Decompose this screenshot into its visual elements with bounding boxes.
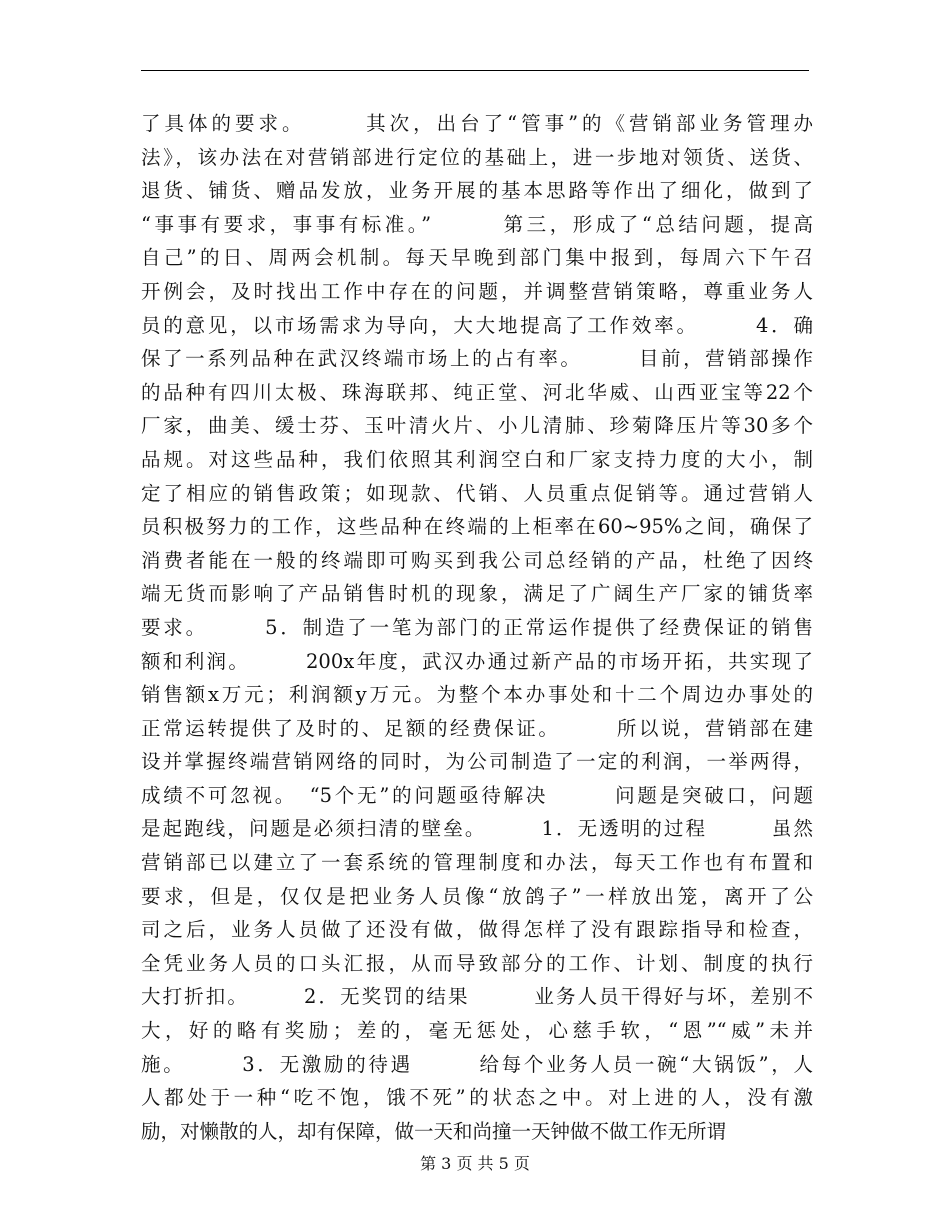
text-line: 励，对懒散的人，却有保障，做一天和尚撞一天钟做不做工作无所谓 — [141, 1119, 727, 1143]
text-line: 消费者能在一般的终端即可购买到我公司总经销的产品，杜绝了因终 — [141, 548, 813, 572]
text-line: 了具体的要求。 其次，出台了“管事”的《营销部业务管理办 — [141, 112, 813, 135]
text-line: 正常运转提供了及时的、足额的经费保证。 所以说，营销部在建 — [141, 716, 813, 740]
text-line: 额和利润。 200x年度，武汉办通过新产品的市场开拓，共实现了 — [141, 649, 813, 673]
text-line: 员的意见，以市场需求为导向，大大地提高了工作效率。 4．确 — [141, 313, 813, 337]
text-line: 成绩不可忽视。 “5个无”的问题亟待解决 问题是突破口，问题 — [141, 783, 813, 807]
text-line: 营销部已以建立了一套系统的管理制度和办法，每天工作也有布置和 — [141, 851, 813, 875]
text-line: 司之后，业务人员做了还没有做，做得怎样了没有跟踪指导和检查， — [141, 918, 813, 942]
text-line: 要求，但是，仅仅是把业务人员像“放鸽子”一样放出笼，离开了公 — [141, 884, 813, 908]
text-line: 退货、铺货、赠品发放，业务开展的基本思路等作出了细化，做到了 — [141, 179, 813, 203]
text-line: 的品种有四川太极、珠海联邦、纯正堂、河北华威、山西亚宝等22个 — [141, 380, 813, 404]
header-rule — [141, 70, 809, 71]
text-line: 大打折扣。 2．无奖罚的结果 业务人员干得好与坏，差别不 — [141, 985, 813, 1009]
text-line: 厂家，曲美、缓士芬、玉叶清火片、小儿清肺、珍菊降压片等30多个 — [141, 414, 813, 438]
text-line: 是起跑线，问题是必须扫清的壁垒。 1．无透明的过程 虽然 — [141, 817, 813, 841]
text-line: 品规。对这些品种，我们依照其利润空白和厂家支持力度的大小，制 — [141, 447, 813, 471]
page-number-footer: 第 3 页 共 5 页 — [420, 1154, 530, 1173]
text-line: 全凭业务人员的口头汇报，从而导致部分的工作、计划、制度的执行 — [141, 951, 813, 975]
text-line: 自己”的日、周两会机制。每天早晚到部门集中报到，每周六下午召 — [141, 246, 813, 270]
text-line: 施。 3．无激励的待遇 给每个业务人员一碗“大锅饭”，人 — [141, 1052, 813, 1076]
text-line: 法》，该办法在对营销部进行定位的基础上，进一步地对领货、送货、 — [141, 145, 813, 169]
text-line: 员积极努力的工作，这些品种在终端的上柜率在60~95%之间，确保了 — [141, 515, 813, 539]
text-line: 端无货而影响了产品销售时机的现象，满足了广阔生产厂家的铺货率 — [141, 582, 813, 606]
text-line: 要求。 5．制造了一笔为部门的正常运作提供了经费保证的销售 — [141, 615, 813, 639]
text-line: 人都处于一种“吃不饱，饿不死”的状态之中。对上进的人，没有激 — [141, 1086, 813, 1110]
text-line: 保了一系列品种在武汉终端市场上的占有率。 目前，营销部操作 — [141, 347, 813, 371]
text-line: 开例会，及时找出工作中存在的问题，并调整营销策略，尊重业务人 — [141, 279, 813, 303]
text-line: 设并掌握终端营销网络的同时，为公司制造了一定的利润，一举两得， — [141, 750, 813, 774]
text-line: 大，好的略有奖励；差的，毫无惩处，心慈手软，“恩”“威”未并 — [141, 1019, 813, 1043]
text-line: 销售额x万元；利润额y万元。为整个本办事处和十二个周边办事处的 — [141, 683, 813, 707]
text-line: “事事有要求，事事有标准。” 第三，形成了“总结问题，提高 — [141, 212, 813, 236]
body-text — [141, 107, 813, 1148]
text-line: 定了相应的销售政策；如现款、代销、人员重点促销等。通过营销人 — [141, 481, 813, 505]
